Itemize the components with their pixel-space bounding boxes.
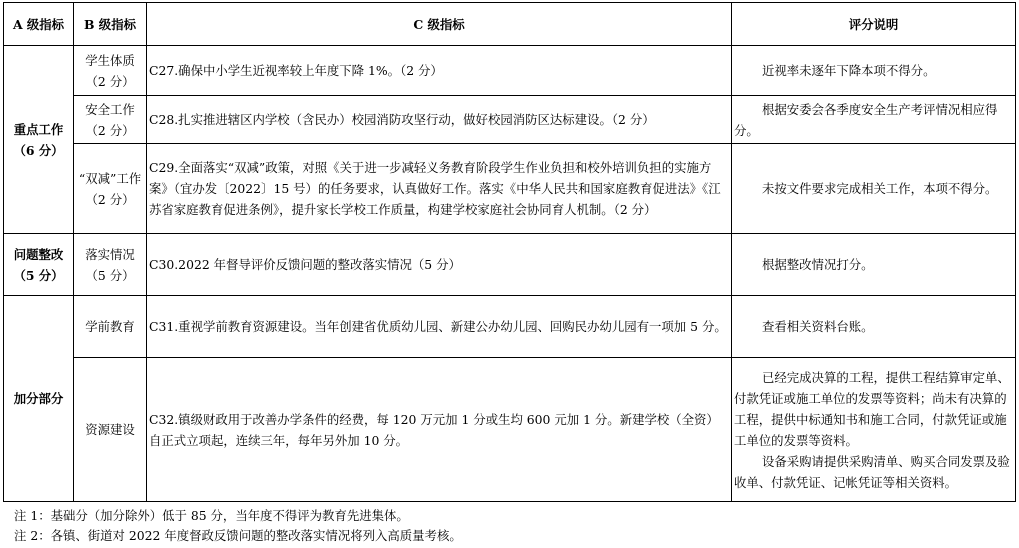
a-label: 问题整改 [13, 246, 64, 262]
a-cell-bonus [4, 296, 74, 502]
footnote: 注 2：各镇、街道对 2022 年度督政反馈问题的整改落实情况将列入高质量考核。 [14, 528, 462, 543]
d-cell [732, 358, 1016, 502]
b-label: 学前教育 [85, 319, 135, 334]
footnotes [14, 506, 462, 546]
d-text: 根据整改情况打分。 [762, 257, 874, 272]
c-cell: C27.确保中小学生近视率较上年度下降 1%。（2 分） [147, 46, 732, 96]
d-text: 已经完成决算的工程，提供工程结算审定单、付款凭证或施工单位的发票等资料；尚未有决算的工程，提供中标通知书和施工合同，付款凭证或施工单位的发票等资料。 [734, 369, 1010, 448]
d-text: 查看相关资料台账。 [762, 319, 874, 334]
b-cell [74, 96, 147, 144]
b-cell [74, 234, 147, 296]
c-cell: C29.全面落实“双减”政策，对照《关于进一步减轻义务教育阶段学生作业负担和校外培训负担的实施方案》（宜办发〔2022〕15 号）的任务要求，认真做好工作。落实《中华人民共和国家庭教育促进法》《江苏省家庭教育促进条例》，提升家长学校工作质量，构建学校家庭社会协同育人机制。（2 分） [147, 144, 732, 234]
header-b-level: B 级指标 [74, 3, 147, 46]
header-scoring-notes: 评分说明 [732, 3, 1016, 46]
a-cell-key-work [4, 46, 74, 234]
d-cell [732, 234, 1016, 296]
d-text: 未按文件要求完成相关工作，本项不得分。 [762, 181, 998, 196]
table-row [4, 358, 1016, 502]
header-a-level: A 级指标 [4, 3, 74, 46]
c-cell: C32.镇级财政用于改善办学条件的经费，每 120 万元加 1 分或生均 600 元加 1 分。新建学校（全资）自正式立项起，连续三年，每年另外加 10 分。 [147, 358, 732, 502]
b-label: 安全工作 [85, 101, 135, 117]
b-label: 学生体质 [85, 52, 135, 68]
b-label: “双减”工作 [78, 170, 142, 186]
d-text: 近视率未逐年下降本项不得分。 [762, 63, 936, 78]
b-label: 落实情况 [85, 246, 135, 262]
b-cell [74, 144, 147, 234]
c-cell: C28.扎实推进辖区内学校（含民办）校园消防攻坚行动，做好校园消防区达标建设。（2 分） [147, 96, 732, 144]
table-row [4, 296, 1016, 358]
d-cell [732, 296, 1016, 358]
b-score: （2 分） [85, 73, 135, 89]
b-score: （5 分） [85, 267, 135, 283]
b-score: （2 分） [85, 122, 135, 138]
table-row [4, 96, 1016, 144]
a-score: （5 分） [13, 267, 64, 283]
b-cell [74, 358, 147, 502]
d-cell [732, 144, 1016, 234]
a-label: 重点工作 [13, 121, 64, 137]
a-cell-rectification [4, 234, 74, 296]
c-cell: C31.重视学前教育资源建设。当年创建省优质幼儿园、新建公办幼儿园、回购民办幼儿园有一项加 5 分。 [147, 296, 732, 358]
evaluation-table [3, 2, 1016, 502]
c-cell: C30.2022 年督导评价反馈问题的整改落实情况（5 分） [147, 234, 732, 296]
table-row [4, 234, 1016, 296]
d-text: 根据安委会各季度安全生产考评情况相应得分。 [734, 101, 998, 138]
b-cell [74, 46, 147, 96]
table-row [4, 46, 1016, 96]
d-text: 设备采购请提供采购清单、购买合同发票及验收单、付款凭证、记帐凭证等相关资料。 [734, 453, 1010, 490]
d-cell [732, 96, 1016, 144]
a-label: 加分部分 [13, 391, 64, 406]
header-row [4, 3, 1016, 46]
header-c-level: C 级指标 [147, 3, 732, 46]
b-cell [74, 296, 147, 358]
b-score: （2 分） [85, 191, 135, 207]
table-row [4, 144, 1016, 234]
footnote: 注 1：基础分（加分除外）低于 85 分，当年度不得评为教育先进集体。 [14, 508, 409, 523]
d-cell [732, 46, 1016, 96]
b-label: 资源建设 [85, 422, 135, 437]
a-score: （6 分） [13, 142, 64, 158]
